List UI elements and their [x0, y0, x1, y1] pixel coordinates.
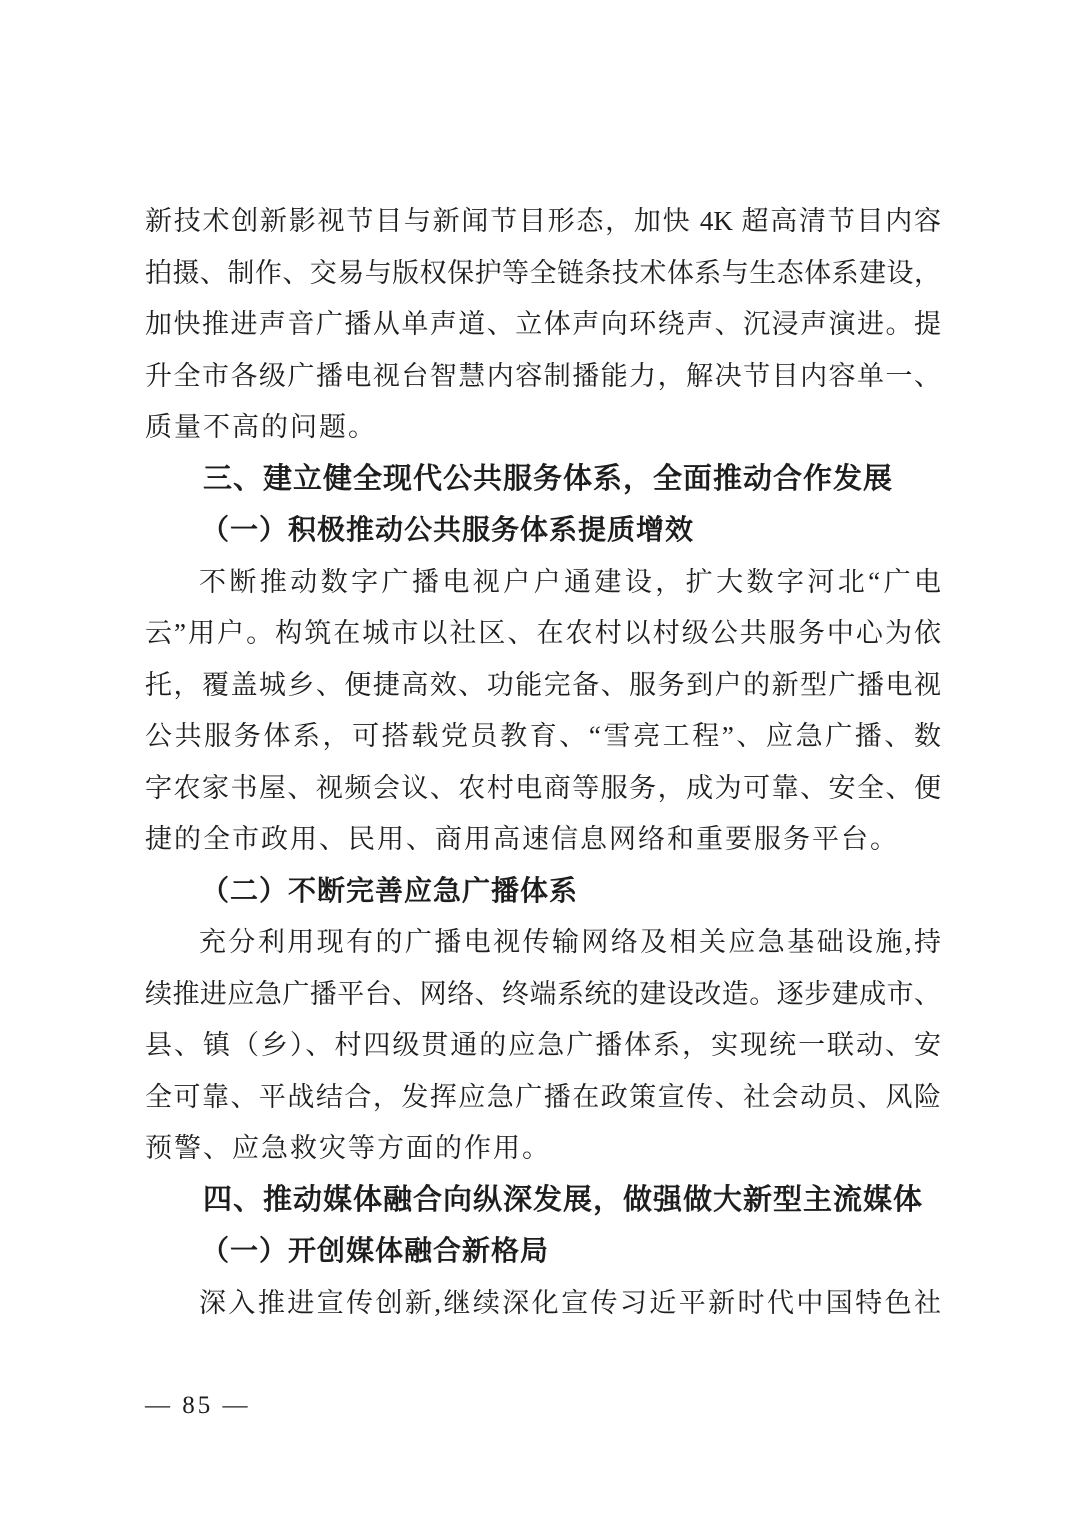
- body-line: 捷的全市政用、民用、商用高速信息网络和重要服务平台。: [145, 824, 899, 854]
- body-line: 充分利用现有的广播电视传输网络及相关应急基础设施,持: [199, 927, 941, 957]
- sub-heading: （一）开创媒体融合新格局: [201, 1236, 550, 1267]
- body-line: 预警、应急救灾等方面的作用。: [145, 1133, 551, 1163]
- body-line: 续推进应急广播平台、网络、终端系统的建设改造。逐步建成市、: [145, 978, 941, 1009]
- sub-heading: （一）积极推动公共服务体系提质增效: [201, 515, 695, 546]
- body-line: 县、镇（乡）、村四级贯通的应急广播体系，实现统一联动、安: [145, 1030, 941, 1060]
- body-line: 质量不高的问题。: [145, 412, 377, 442]
- page-body-text: [145, 196, 941, 1329]
- section-heading: 三、建立健全现代公共服务体系，全面推动合作发展: [203, 462, 894, 495]
- body-line: 托，覆盖城乡、便捷高效、功能完备、服务到户的新型广播电视: [145, 669, 941, 700]
- section-heading: 四、推动媒体融合向纵深发展，做强做大新型主流媒体: [203, 1183, 924, 1216]
- body-line: 加快推进声音广播从单声道、立体声向环绕声、沉浸声演进。提: [145, 309, 941, 339]
- body-line: 字农家书屋、视频会议、农村电商等服务，成为可靠、安全、便: [145, 772, 941, 803]
- body-line: 拍摄、制作、交易与版权保护等全链条技术体系与生态体系建设，: [145, 257, 941, 288]
- body-line: 新技术创新影视节目与新闻节目形态，加快 4K 超高清节目内容: [145, 206, 941, 236]
- body-line: 不断推动数字广播电视户户通建设，扩大数字河北“广电: [199, 566, 941, 597]
- body-line: 升全市各级广播电视台智慧内容制播能力，解决节目内容单一、: [145, 360, 941, 391]
- body-line: 深入推进宣传创新,继续深化宣传习近平新时代中国特色社: [199, 1287, 941, 1318]
- body-line: 全可靠、平战结合，发挥应急广播在政策宣传、社会动员、风险: [145, 1081, 941, 1112]
- sub-heading: （二）不断完善应急广播体系: [201, 875, 579, 907]
- page-number: — 85 —: [145, 1392, 251, 1419]
- body-line: 云”用户。构筑在城市以社区、在农村以村级公共服务中心为依: [145, 618, 941, 648]
- body-line: 公共服务体系，可搭载党员教育、“雪亮工程”、应急广播、数: [145, 721, 941, 751]
